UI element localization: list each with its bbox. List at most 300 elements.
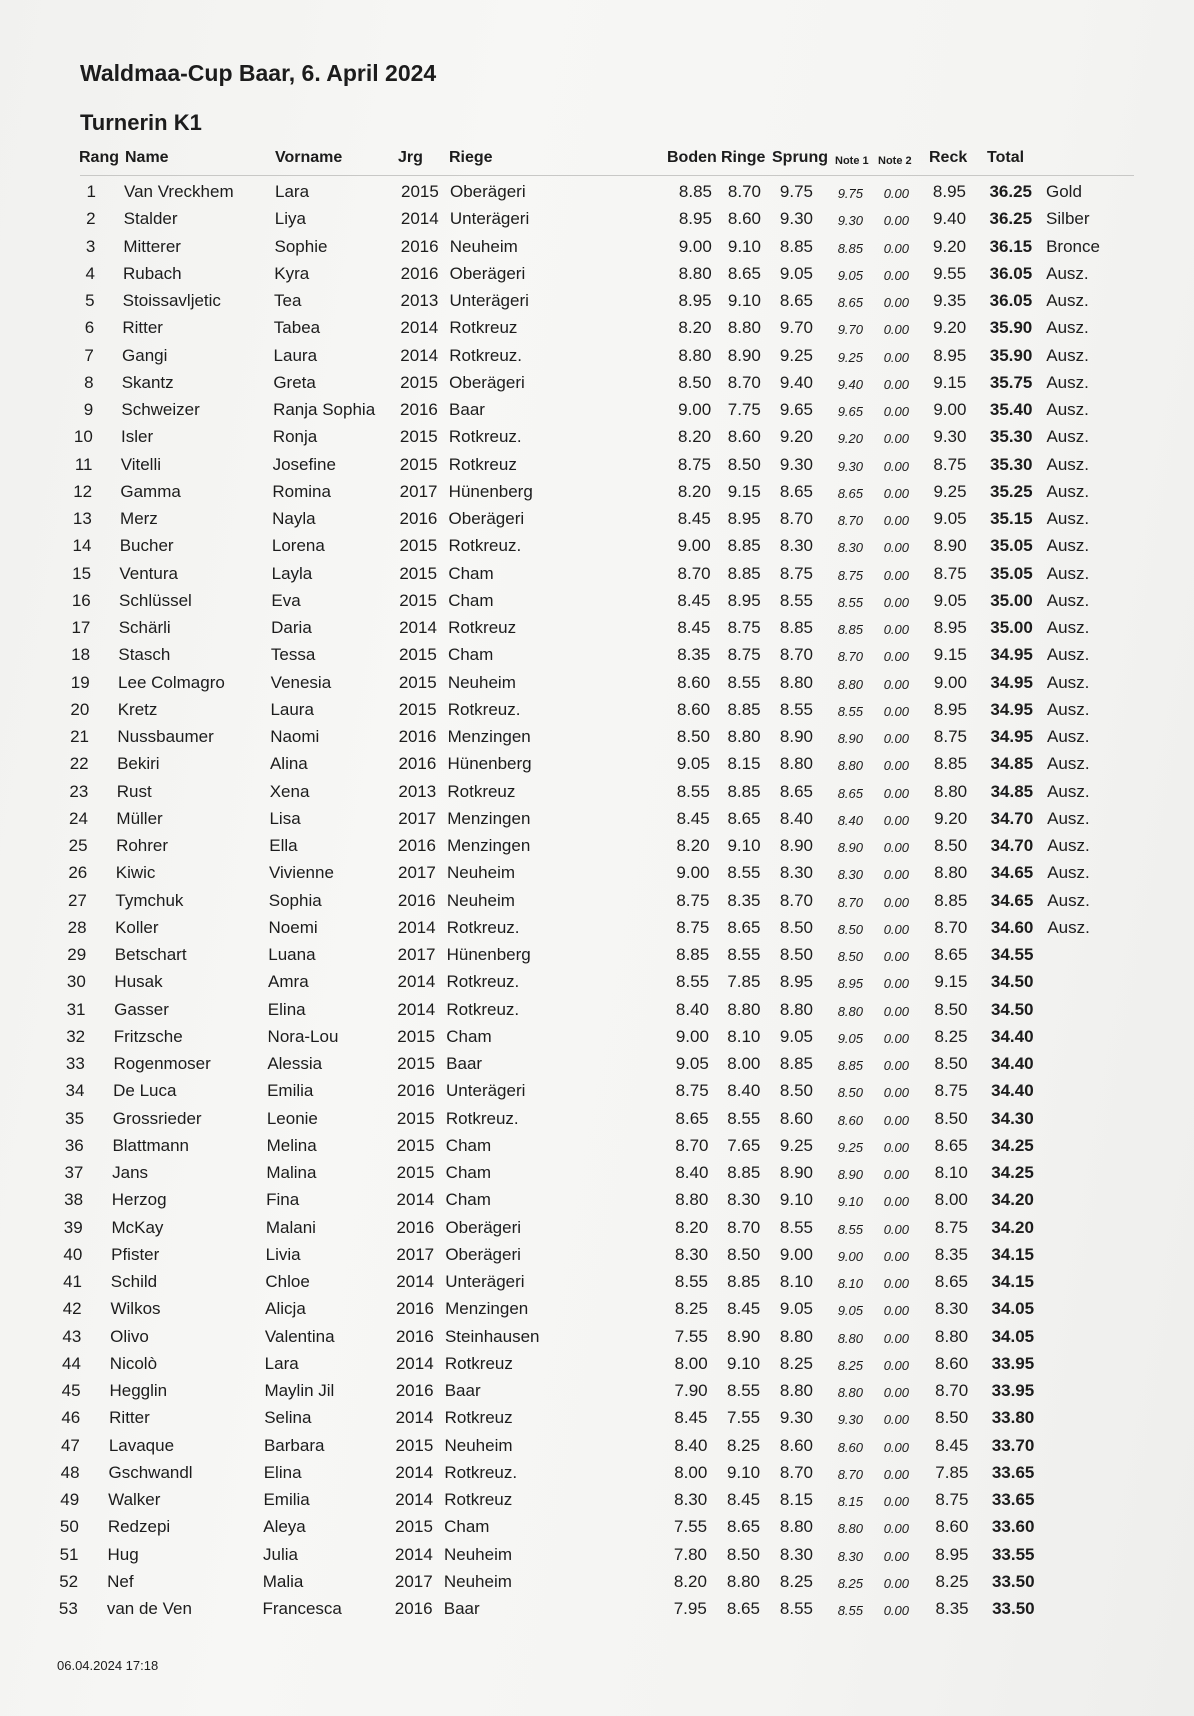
cell-jahrgang: 2013: [398, 781, 437, 801]
cell-vorname: Nayla: [272, 509, 316, 528]
cell-sprung: 8.30: [779, 863, 813, 883]
cell-jahrgang: 2016: [394, 1599, 433, 1618]
cell-reck: 8.75: [933, 454, 967, 474]
cell-total: 36.25: [989, 209, 1033, 229]
cell-riege: Cham: [444, 1517, 490, 1537]
cell-riege: Unterägeri: [445, 1272, 525, 1291]
table-row: [0, 1027, 1194, 1054]
cell-surname: Skantz: [121, 372, 174, 392]
cell-vorname: Maylin Jil: [264, 1381, 335, 1400]
cell-award: Ausz.: [1046, 454, 1090, 474]
cell-boden: 8.85: [678, 182, 712, 201]
cell-surname: Lavaque: [108, 1435, 175, 1455]
cell-award: Silber: [1046, 209, 1090, 229]
cell-rank: 40: [63, 1244, 83, 1264]
cell-reck: 8.85: [933, 754, 968, 774]
cell-ringe: 9.15: [727, 481, 761, 501]
cell-boden: 8.20: [675, 1217, 709, 1237]
cell-reck: 9.30: [933, 427, 967, 447]
cell-reck: 9.05: [933, 509, 967, 528]
cell-note2: 0.00: [883, 1494, 909, 1509]
cell-award: Bronce: [1046, 236, 1100, 256]
cell-rank: 18: [71, 645, 91, 665]
cell-total: 34.50: [990, 999, 1034, 1019]
cell-note1: 8.80: [837, 758, 863, 774]
cell-sprung: 9.40: [779, 372, 813, 392]
cell-note1: 8.80: [837, 1003, 863, 1019]
cell-total: 36.05: [989, 291, 1033, 310]
cell-riege: Neuheim: [449, 236, 518, 256]
cell-jahrgang: 2015: [399, 454, 438, 474]
cell-surname: Rohrer: [116, 836, 169, 855]
cell-rank: 5: [85, 291, 95, 310]
table-row: [0, 482, 1194, 509]
cell-sprung: 9.05: [779, 1299, 813, 1319]
cell-riege: Baar: [449, 400, 485, 419]
cell-note2: 0.00: [883, 240, 909, 256]
cell-ringe: 8.50: [727, 454, 761, 474]
table-row: [0, 291, 1194, 318]
cell-note1: 8.50: [837, 921, 863, 937]
cell-ringe: 9.10: [727, 1353, 761, 1373]
cell-rank: 12: [73, 481, 93, 501]
cell-reck: 8.35: [935, 1599, 969, 1618]
cell-vorname: Nora-Lou: [267, 1026, 339, 1046]
cell-sprung: 8.80: [779, 672, 813, 692]
cell-surname: Schlüssel: [119, 590, 192, 610]
cell-rank: 24: [69, 808, 88, 828]
cell-riege: Menzingen: [447, 836, 531, 855]
cell-riege: Neuheim: [447, 863, 516, 883]
cell-reck: 9.00: [933, 400, 967, 419]
cell-boden: 7.95: [673, 1599, 707, 1618]
cell-surname: De Luca: [113, 1081, 177, 1101]
cell-note2: 0.00: [883, 1330, 909, 1346]
cell-total: 34.85: [990, 754, 1034, 774]
table-row: [0, 182, 1194, 209]
cell-total: 35.90: [989, 318, 1033, 338]
cell-total: 33.50: [992, 1599, 1035, 1618]
cell-reck: 8.95: [933, 345, 967, 365]
cell-note2: 0.00: [883, 758, 909, 774]
cell-rank: 52: [59, 1571, 79, 1591]
table-row: [0, 618, 1194, 645]
cell-total: 35.30: [989, 454, 1033, 474]
cell-note2: 0.00: [883, 622, 909, 637]
cell-sprung: 9.05: [779, 1026, 813, 1046]
cell-note2: 0.00: [883, 1303, 909, 1319]
cell-total: 34.15: [991, 1272, 1034, 1291]
cell-note1: 8.80: [837, 676, 863, 692]
cell-vorname: Amra: [268, 972, 309, 992]
cell-rank: 25: [68, 836, 88, 855]
cell-award: Ausz.: [1047, 863, 1090, 883]
cell-surname: Walker: [108, 1490, 161, 1509]
cell-boden: 7.55: [674, 1326, 708, 1346]
cell-note1: 8.55: [837, 594, 863, 610]
cell-boden: 8.60: [677, 672, 711, 692]
table-row: [0, 972, 1194, 999]
cell-total: 35.05: [990, 536, 1033, 556]
cell-note1: 8.90: [837, 840, 863, 855]
cell-note1: 8.65: [837, 295, 863, 310]
cell-surname: Stasch: [118, 645, 171, 665]
cell-note2: 0.00: [883, 1603, 909, 1618]
cell-sprung: 8.65: [779, 481, 813, 501]
cell-surname: van de Ven: [106, 1599, 192, 1618]
cell-jahrgang: 2014: [397, 917, 436, 937]
cell-vorname: Liya: [274, 209, 306, 229]
cell-note1: 9.30: [837, 458, 863, 474]
cell-vorname: Venesia: [270, 672, 332, 692]
cell-boden: 8.35: [677, 645, 711, 665]
cell-note1: 9.20: [837, 431, 863, 447]
cell-surname: Bekiri: [117, 754, 160, 774]
cell-boden: 8.20: [677, 481, 711, 501]
cell-surname: McKay: [111, 1217, 164, 1237]
print-timestamp: 06.04.2024 17:18: [57, 1658, 159, 1673]
cell-ringe: 9.10: [727, 291, 761, 310]
cell-ringe: 8.55: [727, 863, 761, 883]
cell-note2: 0.00: [883, 404, 909, 419]
cell-ringe: 8.55: [727, 672, 761, 692]
cell-ringe: 8.50: [726, 1544, 760, 1564]
cell-vorname: Tabea: [273, 318, 321, 338]
cell-ringe: 8.95: [727, 509, 761, 528]
cell-reck: 8.50: [934, 999, 968, 1019]
cell-note1: 9.30: [837, 213, 863, 229]
table-row: [0, 1572, 1194, 1599]
cell-total: 34.20: [991, 1217, 1034, 1237]
cell-sprung: 8.55: [779, 590, 813, 610]
cell-vorname: Sophie: [274, 236, 328, 256]
cell-note2: 0.00: [883, 1466, 909, 1482]
cell-reck: 9.15: [933, 645, 967, 665]
cell-vorname: Layla: [271, 563, 313, 583]
cell-reck: 9.40: [932, 209, 967, 229]
cell-surname: Gangi: [122, 345, 168, 365]
cell-vorname: Malia: [262, 1571, 304, 1591]
cell-note2: 0.00: [883, 949, 909, 964]
cell-sprung: 8.85: [779, 618, 813, 637]
cell-vorname: Lisa: [269, 808, 301, 828]
cell-ringe: 8.70: [727, 182, 761, 201]
cell-note2: 0.00: [883, 376, 909, 392]
cell-total: 34.40: [991, 1054, 1034, 1073]
cell-jahrgang: 2016: [396, 1217, 435, 1237]
cell-surname: Wilkos: [110, 1299, 161, 1319]
cell-riege: Rotkreuz: [449, 318, 518, 338]
cell-note1: 8.30: [837, 540, 863, 556]
cell-reck: 9.20: [933, 236, 967, 256]
table-row: [0, 346, 1194, 373]
cell-riege: Neuheim: [444, 1435, 513, 1455]
cell-note1: 8.60: [837, 1439, 863, 1455]
cell-jahrgang: 2014: [399, 618, 437, 637]
cell-note1: 8.55: [837, 703, 863, 719]
cell-note1: 9.05: [837, 1030, 863, 1046]
cell-boden: 8.55: [676, 972, 710, 992]
cell-note2: 0.00: [883, 540, 909, 556]
header-reck: Reck: [929, 149, 968, 166]
cell-reck: 8.50: [934, 1054, 968, 1073]
cell-sprung: 8.75: [779, 563, 813, 583]
cell-boden: 8.30: [674, 1490, 708, 1509]
table-row: [0, 1490, 1194, 1517]
cell-ringe: 8.15: [727, 754, 761, 774]
cell-total: 34.30: [991, 1108, 1034, 1128]
cell-sprung: 9.30: [779, 454, 813, 474]
cell-note1: 9.75: [837, 186, 863, 201]
cell-total: 34.40: [991, 1081, 1034, 1101]
cell-note2: 0.00: [883, 676, 909, 692]
cell-jahrgang: 2014: [395, 1408, 434, 1428]
cell-rank: 14: [72, 536, 92, 556]
cell-vorname: Melina: [266, 1135, 317, 1155]
cell-note1: 9.05: [837, 267, 863, 283]
cell-ringe: 9.10: [727, 836, 761, 855]
cell-ringe: 8.80: [727, 318, 761, 338]
cell-boden: 9.00: [676, 863, 710, 883]
cell-sprung: 9.70: [779, 318, 813, 338]
cell-reck: 8.70: [935, 1381, 969, 1400]
cell-rank: 19: [70, 672, 90, 692]
cell-surname: Husak: [114, 972, 163, 992]
cell-sprung: 8.40: [779, 808, 813, 828]
cell-boden: 8.80: [678, 263, 712, 283]
cell-rank: 8: [84, 372, 94, 392]
cell-award: Ausz.: [1046, 509, 1090, 528]
cell-note1: 9.70: [837, 322, 863, 338]
cell-ringe: 7.75: [727, 400, 761, 419]
cell-rank: 15: [72, 563, 92, 583]
cell-ringe: 8.45: [727, 1299, 761, 1319]
cell-surname: Ventura: [119, 563, 178, 583]
cell-note2: 0.00: [883, 1439, 909, 1455]
cell-note1: 8.50: [837, 949, 863, 964]
cell-vorname: Tessa: [270, 645, 316, 665]
cell-reck: 8.75: [933, 563, 967, 583]
cell-rank: 31: [66, 999, 86, 1019]
cell-boden: 8.20: [673, 1571, 707, 1591]
cell-jahrgang: 2016: [398, 727, 437, 746]
table-row: [0, 836, 1194, 863]
cell-note1: 8.30: [837, 1548, 863, 1564]
cell-total: 34.95: [990, 727, 1033, 746]
table-row: [0, 509, 1194, 536]
cell-note1: 9.65: [837, 404, 863, 419]
cell-note2: 0.00: [883, 867, 909, 883]
cell-note1: 8.90: [837, 731, 863, 746]
cell-rank: 49: [60, 1490, 80, 1509]
cell-vorname: Livia: [265, 1244, 301, 1264]
cell-reck: 8.75: [934, 1217, 968, 1237]
cell-boden: 8.40: [674, 1435, 708, 1455]
cell-rank: 45: [61, 1381, 81, 1400]
cell-note2: 0.00: [883, 976, 909, 992]
cell-reck: 8.60: [935, 1353, 969, 1373]
cell-jahrgang: 2015: [399, 590, 438, 610]
cell-sprung: 8.60: [779, 1108, 813, 1128]
cell-surname: Blattmann: [112, 1135, 189, 1155]
cell-award: Ausz.: [1047, 727, 1090, 746]
cell-note2: 0.00: [883, 322, 909, 338]
cell-reck: 9.15: [934, 972, 968, 992]
cell-surname: Nussbaumer: [117, 727, 214, 746]
cell-surname: Betschart: [114, 945, 187, 964]
table-row: [0, 1436, 1194, 1463]
cell-surname: Van Vreckhem: [124, 182, 234, 201]
cell-total: 34.25: [991, 1163, 1034, 1182]
cell-vorname: Josefine: [272, 454, 336, 474]
cell-boden: 8.65: [675, 1108, 709, 1128]
cell-award: Ausz.: [1046, 563, 1090, 583]
table-row: [0, 400, 1194, 427]
cell-total: 34.15: [991, 1244, 1034, 1264]
cell-surname: Bucher: [119, 536, 174, 556]
cell-sprung: 8.50: [779, 945, 813, 964]
cell-note1: 9.25: [837, 349, 863, 365]
cell-vorname: Julia: [263, 1544, 298, 1564]
cell-surname: Ritter: [122, 318, 163, 338]
cell-jahrgang: 2015: [395, 1517, 433, 1537]
cell-reck: 8.10: [934, 1163, 968, 1182]
category-title: Turnerin K1: [80, 110, 202, 135]
cell-vorname: Romina: [272, 481, 331, 501]
cell-surname: Nef: [107, 1571, 134, 1591]
cell-total: 35.90: [989, 345, 1033, 365]
cell-ringe: 8.10: [727, 1026, 761, 1046]
cell-sprung: 9.10: [779, 1190, 813, 1210]
header-ringe: Ringe: [721, 149, 766, 166]
cell-sprung: 9.00: [779, 1244, 813, 1264]
cell-vorname: Barbara: [263, 1435, 325, 1455]
cell-note1: 8.10: [837, 1276, 863, 1291]
cell-note2: 0.00: [883, 513, 909, 528]
cell-ringe: 8.85: [727, 1163, 761, 1182]
table-row: [0, 1000, 1194, 1027]
cell-rank: 42: [62, 1299, 82, 1319]
cell-sprung: 8.60: [779, 1435, 813, 1455]
cell-rank: 17: [71, 618, 91, 637]
cell-rank: 47: [60, 1435, 80, 1455]
cell-vorname: Ella: [269, 836, 298, 855]
cell-jahrgang: 2017: [394, 1571, 433, 1591]
cell-total: 34.05: [991, 1299, 1035, 1319]
cell-boden: 8.80: [675, 1190, 709, 1210]
cell-surname: Tymchuk: [115, 890, 184, 910]
cell-sprung: 9.30: [779, 1408, 813, 1428]
cell-riege: Oberägeri: [445, 1244, 521, 1264]
cell-reck: 8.95: [935, 1544, 969, 1564]
table-row: [0, 455, 1194, 482]
cell-award: Ausz.: [1046, 536, 1090, 556]
cell-reck: 8.60: [935, 1517, 969, 1537]
cell-rank: 27: [67, 890, 87, 910]
cell-note1: 9.40: [837, 376, 863, 392]
cell-sprung: 8.55: [779, 1217, 813, 1237]
cell-riege: Steinhausen: [444, 1326, 540, 1346]
cell-note2: 0.00: [883, 1385, 909, 1400]
cell-ringe: 8.95: [727, 590, 761, 610]
cell-award: Ausz.: [1047, 890, 1090, 910]
cell-boden: 8.60: [677, 699, 711, 719]
cell-note1: 8.25: [837, 1575, 863, 1591]
cell-reck: 8.75: [934, 1081, 968, 1101]
cell-boden: 9.05: [676, 754, 710, 774]
cell-riege: Neuheim: [446, 890, 515, 910]
header-note2: Note 2: [878, 155, 912, 167]
cell-vorname: Leonie: [266, 1108, 318, 1128]
cell-vorname: Greta: [273, 372, 316, 392]
cell-jahrgang: 2014: [397, 999, 436, 1019]
cell-riege: Baar: [444, 1381, 481, 1400]
cell-vorname: Tea: [274, 291, 302, 310]
cell-jahrgang: 2014: [396, 1190, 435, 1210]
cell-rank: 1: [86, 182, 96, 201]
cell-rank: 23: [69, 781, 89, 801]
cell-vorname: Naomi: [270, 727, 320, 746]
cell-surname: Kretz: [117, 699, 158, 719]
cell-note2: 0.00: [883, 1139, 909, 1155]
cell-award: Ausz.: [1046, 263, 1089, 283]
cell-note1: 8.25: [837, 1357, 863, 1373]
cell-award: Ausz.: [1046, 672, 1090, 692]
cell-reck: 8.50: [935, 1408, 969, 1428]
cell-surname: Mitterer: [123, 236, 181, 256]
cell-sprung: 8.50: [779, 917, 813, 937]
cell-rank: 3: [85, 236, 96, 256]
cell-jahrgang: 2016: [400, 236, 439, 256]
cell-rank: 34: [65, 1081, 85, 1101]
cell-jahrgang: 2014: [400, 345, 439, 365]
cell-rank: 16: [71, 590, 91, 610]
cell-ringe: 8.55: [727, 945, 761, 964]
cell-total: 33.55: [991, 1544, 1035, 1564]
cell-riege: Oberägeri: [448, 509, 525, 528]
cell-rank: 41: [63, 1272, 82, 1291]
table-row: [0, 782, 1194, 809]
table-row: [0, 1327, 1194, 1354]
cell-rank: 44: [62, 1353, 81, 1373]
cell-boden: 8.20: [676, 836, 710, 855]
cell-note2: 0.00: [883, 567, 909, 583]
cell-note2: 0.00: [883, 295, 909, 310]
cell-note2: 0.00: [883, 1248, 909, 1264]
cell-note2: 0.00: [883, 485, 909, 501]
cell-total: 33.80: [991, 1408, 1035, 1428]
cell-rank: 50: [59, 1517, 79, 1537]
table-row: [0, 237, 1194, 264]
cell-boden: 8.40: [675, 1163, 709, 1182]
cell-vorname: Chloe: [265, 1272, 310, 1291]
cell-reck: 8.80: [935, 1326, 969, 1346]
cell-note1: 8.90: [837, 1167, 863, 1182]
cell-jahrgang: 2016: [400, 400, 438, 419]
cell-jahrgang: 2017: [398, 863, 436, 883]
cell-vorname: Valentina: [264, 1326, 335, 1346]
cell-reck: 8.70: [934, 917, 968, 937]
cell-jahrgang: 2016: [397, 1081, 435, 1101]
header-note1: Note 1: [835, 155, 869, 167]
cell-rank: 9: [83, 400, 94, 419]
table-row: [0, 918, 1194, 945]
cell-riege: Rotkreuz: [447, 781, 516, 801]
cell-note2: 0.00: [883, 1412, 909, 1428]
cell-ringe: 8.50: [727, 1244, 761, 1264]
cell-surname: Stalder: [123, 209, 178, 229]
cell-note1: 8.55: [837, 1603, 863, 1618]
